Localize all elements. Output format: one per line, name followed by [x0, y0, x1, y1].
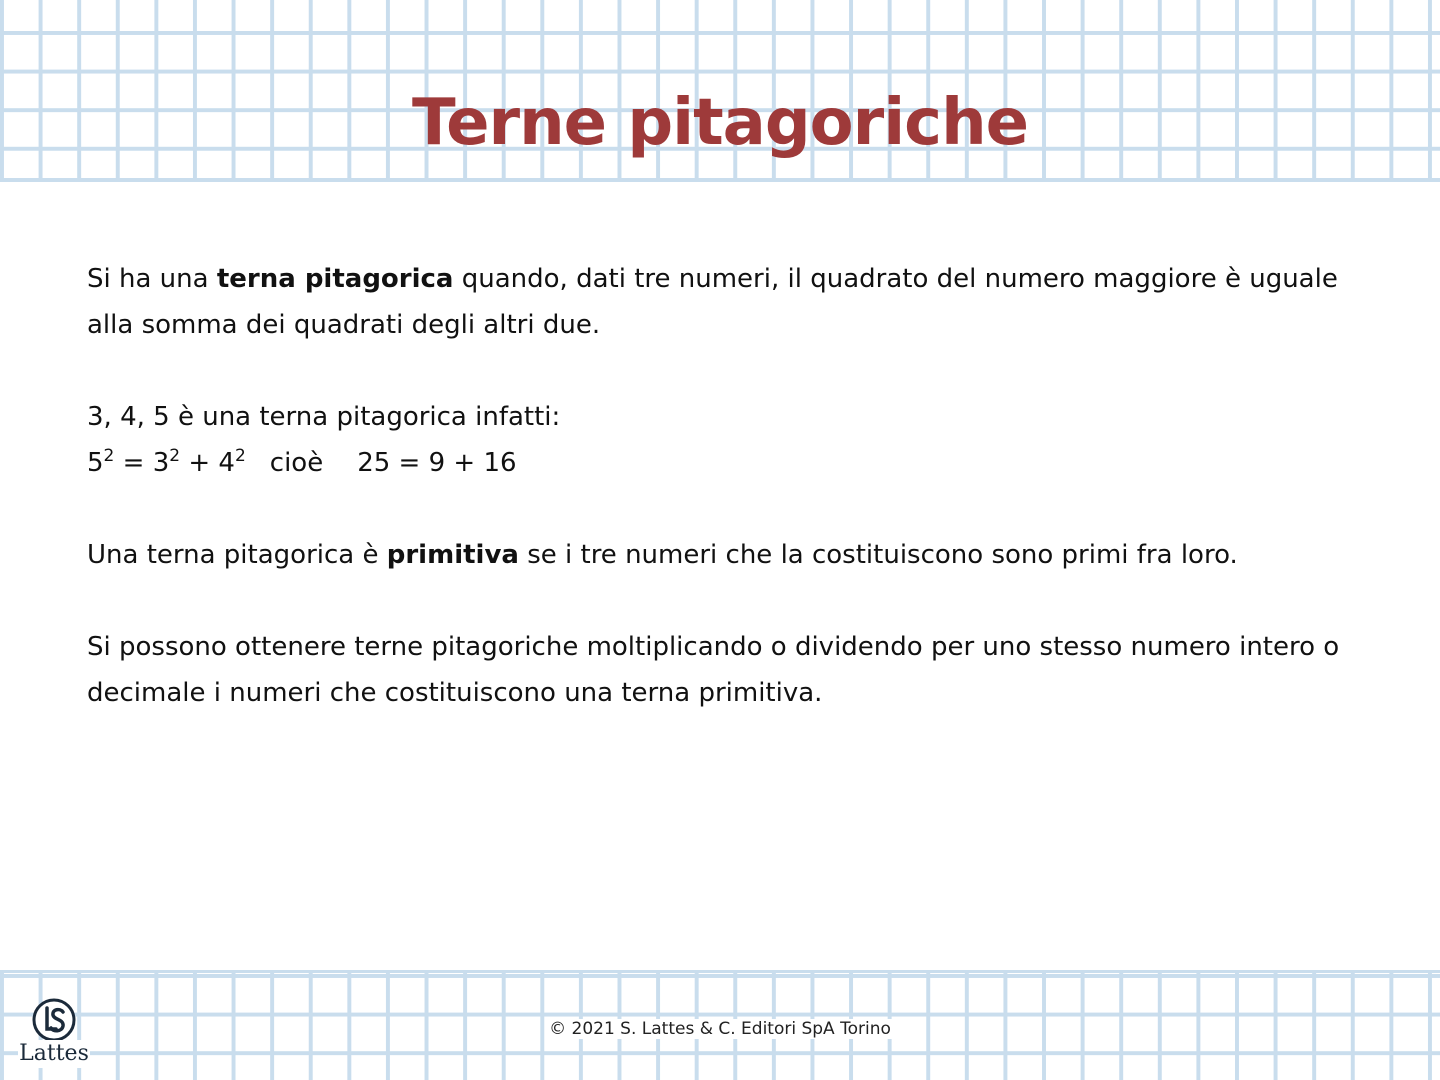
- definition-paragraph: [87, 256, 1377, 348]
- spacer: [87, 486, 1377, 532]
- eq-exponent: 2: [103, 446, 115, 466]
- eq-operator: +: [180, 448, 219, 478]
- eq-base: 5: [87, 448, 104, 478]
- text-span: se i tre numeri che la costituiscono sono primi fra loro.: [518, 540, 1238, 570]
- term-bold: primitiva: [386, 540, 519, 570]
- multiples-paragraph: Si possono ottenere terne pitagoriche moltiplicando o dividendo per uno stesso numero intero o decimale i numeri che costituiscono una terna primitiva.: [87, 632, 1340, 708]
- eq-word: cioè: [269, 448, 324, 478]
- text-span: Si ha una: [87, 264, 217, 294]
- eq-result: 25 = 9 + 16: [357, 448, 517, 478]
- primitive-paragraph: [87, 532, 1377, 578]
- eq-base: 3: [152, 448, 170, 478]
- term-bold: terna pitagorica: [216, 264, 454, 294]
- eq-base: 4: [218, 448, 235, 478]
- eq-operator: =: [114, 448, 153, 478]
- logo-text: Lattes: [19, 1041, 89, 1066]
- example-intro: 3, 4, 5 è una terna pitagorica infatti:: [87, 402, 561, 432]
- copyright-footer: [0, 1019, 1440, 1039]
- text-span: quando, dati tre numeri, il quadrato del numero maggiore è uguale alla somma dei quadrati degli altri due.: [87, 264, 1338, 340]
- slide-title: Terne pitagoriche: [411, 86, 1029, 160]
- copyright-text: © 2021 S. Lattes & C. Editori SpA Torino: [545, 1019, 895, 1039]
- eq-exponent: 2: [169, 446, 181, 466]
- spacer: [87, 348, 1377, 394]
- spacer: [87, 578, 1377, 624]
- slide-content: [87, 256, 1377, 716]
- example-equation: [87, 440, 1377, 486]
- text-span: Una terna pitagorica è: [87, 540, 387, 570]
- eq-exponent: 2: [234, 446, 246, 466]
